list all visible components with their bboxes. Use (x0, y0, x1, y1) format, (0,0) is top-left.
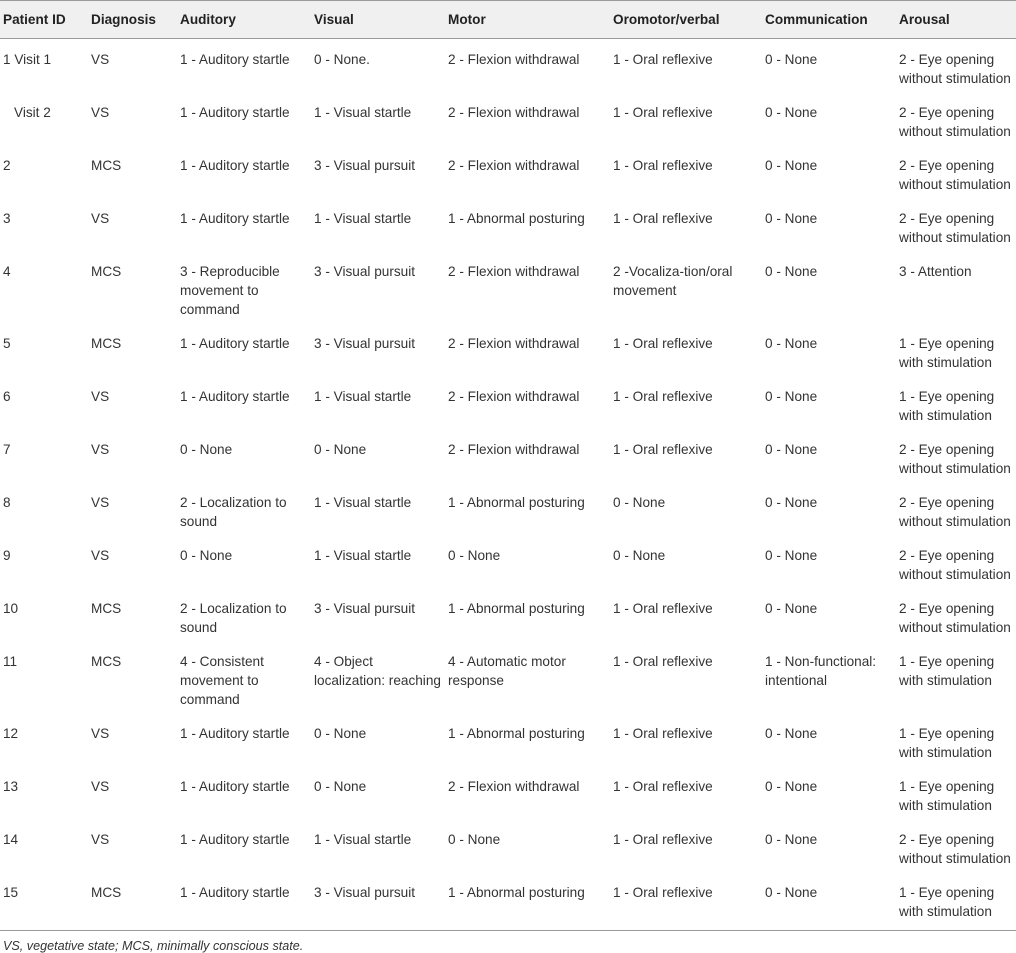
cell-diagnosis: MCS (91, 601, 122, 616)
cell-communication: 0 - None (765, 495, 818, 510)
cell-auditory: 0 - None (180, 442, 233, 457)
table-row (0, 872, 1016, 931)
cell-patient-id: 12 (3, 726, 19, 741)
cell-patient-id: 15 (0, 872, 88, 931)
cell-patient-id: 11 (3, 654, 18, 669)
cell-visual: 0 - None. (314, 52, 370, 67)
cell-auditory: 1 - Auditory startle (180, 52, 290, 67)
cell-motor: 4 - Automatic motor response (448, 654, 566, 688)
table-footnote: VS, vegetative state; MCS, minimally conscious state. (3, 939, 304, 953)
cell-patient-id: 5 (3, 336, 11, 351)
cell-auditory: 1 - Auditory startle (180, 336, 290, 351)
cell-diagnosis: VS (91, 52, 110, 67)
cell-oromotor-verbal: 1 - Oral reflexive (613, 779, 713, 794)
cell-arousal: 1 - Eye opening with stimulation (896, 872, 1016, 931)
cell-visual: 1 - Visual startle (314, 548, 412, 563)
table-row (0, 766, 1016, 819)
cell-visual: 1 - Visual startle (314, 389, 412, 404)
cell-arousal: 2 - Eye opening without stimulation (899, 211, 1011, 245)
cell-motor: 0 - None (448, 832, 501, 847)
cell-auditory: 2 - Localization to sound (180, 495, 287, 529)
cell-communication: 0 - None (765, 726, 818, 741)
table-row (0, 641, 1016, 713)
table-row (0, 198, 1016, 251)
cell-communication: 0 - None (765, 158, 818, 173)
cell-patient-id: 13 (3, 779, 19, 794)
cell-motor: 2 - Flexion withdrawal (448, 779, 580, 794)
cell-oromotor-verbal: 1 - Oral reflexive (613, 336, 713, 351)
table-row (0, 145, 1016, 198)
cell-arousal: 1 - Eye opening with stimulation (899, 726, 995, 760)
cell-oromotor-verbal: 1 - Oral reflexive (613, 389, 713, 404)
cell-oromotor-verbal: 1 - Oral reflexive (613, 601, 713, 616)
cell-visual: 4 - Object localization: reaching (314, 654, 441, 688)
table-header-row (0, 1, 1016, 39)
cell-auditory: 2 - Localization to sound (180, 601, 287, 635)
cell-arousal: 2 - Eye opening without stimulation (899, 52, 1011, 86)
cell-diagnosis: MCS (88, 872, 177, 931)
cell-communication: 0 - None (762, 872, 896, 931)
cell-diagnosis: MCS (91, 336, 122, 351)
cell-auditory: 1 - Auditory startle (180, 389, 290, 404)
cell-patient-id: 4 (3, 264, 11, 279)
cell-communication: 0 - None (765, 389, 818, 404)
cell-patient-id: 3 (3, 211, 11, 226)
table-body (0, 39, 1016, 931)
cell-diagnosis: VS (91, 832, 110, 847)
cell-communication: 0 - None (765, 336, 818, 351)
cell-diagnosis: MCS (91, 264, 122, 279)
cell-patient-id: 10 (3, 601, 19, 616)
table-row (0, 819, 1016, 872)
cell-arousal: 2 - Eye opening without stimulation (899, 601, 1011, 635)
cell-arousal: 1 - Eye opening with stimulation (899, 389, 995, 423)
cell-diagnosis: VS (91, 211, 110, 226)
cell-patient-id: 6 (3, 389, 11, 404)
header-oromotor-verbal: Oromotor/verbal (613, 12, 720, 27)
cell-auditory: 1 - Auditory startle (180, 211, 290, 226)
cell-visual: 3 - Visual pursuit (311, 872, 445, 931)
cell-diagnosis: VS (91, 389, 110, 404)
table-row (0, 588, 1016, 641)
cell-visual: 1 - Visual startle (314, 211, 412, 226)
cell-oromotor-verbal: 1 - Oral reflexive (613, 832, 713, 847)
cell-oromotor-verbal: 1 - Oral reflexive (613, 654, 713, 669)
cell-auditory: 1 - Auditory startle (177, 872, 311, 931)
cell-patient-id: 1 Visit 1 (3, 52, 52, 67)
cell-visual: 0 - None (314, 779, 367, 794)
cell-communication: 0 - None (765, 548, 818, 563)
cell-auditory: 4 - Consistent movement to command (180, 654, 264, 707)
cell-arousal: 2 - Eye opening without stimulation (899, 158, 1011, 192)
table-row (0, 429, 1016, 482)
header-communication: Communication (765, 12, 868, 27)
cell-diagnosis: VS (91, 495, 110, 510)
table-row (0, 92, 1016, 145)
cell-motor: 1 - Abnormal posturing (448, 726, 585, 741)
header-patient-id: Patient ID (3, 12, 66, 27)
cell-visual: 3 - Visual pursuit (314, 158, 415, 173)
header-visual: Visual (314, 12, 354, 27)
cell-oromotor-verbal: 0 - None (613, 495, 666, 510)
cell-patient-id: 8 (3, 495, 11, 510)
cell-visual: 3 - Visual pursuit (314, 336, 415, 351)
table-row (0, 323, 1016, 376)
cell-diagnosis: VS (91, 726, 110, 741)
cell-arousal: 1 - Eye opening with stimulation (899, 336, 995, 370)
header-arousal: Arousal (899, 12, 950, 27)
cell-motor: 2 - Flexion withdrawal (448, 105, 580, 120)
cell-oromotor-verbal: 1 - Oral reflexive (613, 211, 713, 226)
cell-oromotor-verbal: 1 - Oral reflexive (613, 726, 713, 741)
cell-motor: 2 - Flexion withdrawal (448, 52, 580, 67)
cell-auditory: 1 - Auditory startle (180, 779, 290, 794)
cell-visual: 1 - Visual startle (314, 105, 412, 120)
cell-auditory: 1 - Auditory startle (180, 726, 290, 741)
cell-communication: 0 - None (765, 601, 818, 616)
cell-patient-id: 9 (3, 548, 11, 563)
cell-oromotor-verbal: 1 - Oral reflexive (613, 442, 713, 457)
table-row (0, 713, 1016, 766)
cell-patient-id: 7 (3, 442, 11, 457)
cell-patient-id: 14 (3, 832, 19, 847)
cell-auditory: 1 - Auditory startle (180, 158, 290, 173)
cell-arousal: 1 - Eye opening with stimulation (899, 654, 995, 688)
cell-communication: 0 - None (765, 52, 818, 67)
cell-motor: 2 - Flexion withdrawal (448, 389, 580, 404)
cell-motor: 2 - Flexion withdrawal (448, 336, 580, 351)
table-row (0, 535, 1016, 588)
cell-motor: 2 - Flexion withdrawal (448, 442, 580, 457)
header-auditory: Auditory (180, 12, 236, 27)
cell-visual: 0 - None (314, 726, 367, 741)
cell-arousal: 2 - Eye opening without stimulation (899, 105, 1011, 139)
cell-auditory: 1 - Auditory startle (180, 832, 290, 847)
cell-diagnosis: MCS (91, 158, 122, 173)
cell-diagnosis: VS (91, 105, 110, 120)
cell-communication: 0 - None (765, 832, 818, 847)
cell-communication: 1 - Non-functional: intentional (765, 654, 877, 688)
cell-communication: 0 - None (765, 442, 818, 457)
cell-motor: 0 - None (448, 548, 501, 563)
cell-oromotor-verbal: 2 -Vocaliza-tion/oral movement (613, 264, 733, 298)
cell-arousal: 3 - Attention (899, 264, 972, 279)
cell-arousal: 2 - Eye opening without stimulation (899, 832, 1011, 866)
cell-communication: 0 - None (765, 264, 818, 279)
cell-motor: 2 - Flexion withdrawal (448, 158, 580, 173)
table-row (0, 482, 1016, 535)
cell-oromotor-verbal: 1 - Oral reflexive (610, 872, 762, 931)
cell-motor: 2 - Flexion withdrawal (448, 264, 580, 279)
cell-motor: 1 - Abnormal posturing (448, 211, 585, 226)
cell-motor: 1 - Abnormal posturing (448, 601, 585, 616)
header-motor: Motor (448, 12, 486, 27)
table-row (0, 376, 1016, 429)
cell-auditory: 0 - None (180, 548, 233, 563)
cell-visual: 1 - Visual startle (314, 832, 412, 847)
table-row (0, 251, 1016, 323)
cell-auditory: 3 - Reproducible movement to command (180, 264, 280, 317)
cell-communication: 0 - None (765, 779, 818, 794)
cell-visual: 3 - Visual pursuit (314, 264, 415, 279)
cell-diagnosis: MCS (91, 654, 122, 669)
cell-oromotor-verbal: 1 - Oral reflexive (613, 52, 713, 67)
cell-diagnosis: VS (91, 779, 110, 794)
cell-auditory: 1 - Auditory startle (180, 105, 290, 120)
cell-motor: 1 - Abnormal posturing (448, 495, 585, 510)
cell-patient-id: 2 (3, 158, 11, 173)
cell-visual: 3 - Visual pursuit (314, 601, 415, 616)
cell-communication: 0 - None (765, 211, 818, 226)
header-diagnosis: Diagnosis (91, 12, 156, 27)
cell-patient-id: Visit 2 (14, 105, 51, 120)
cell-arousal: 2 - Eye opening without stimulation (899, 495, 1011, 529)
cell-visual: 1 - Visual startle (314, 495, 412, 510)
cell-diagnosis: VS (91, 442, 110, 457)
cell-oromotor-verbal: 1 - Oral reflexive (613, 105, 713, 120)
cell-arousal: 2 - Eye opening without stimulation (899, 442, 1011, 476)
table-row (0, 39, 1016, 93)
cell-arousal: 1 - Eye opening with stimulation (899, 779, 995, 813)
cell-oromotor-verbal: 1 - Oral reflexive (613, 158, 713, 173)
cell-oromotor-verbal: 0 - None (613, 548, 666, 563)
cell-communication: 0 - None (765, 105, 818, 120)
cell-visual: 0 - None (314, 442, 367, 457)
cell-diagnosis: VS (91, 548, 110, 563)
cell-arousal: 2 - Eye opening without stimulation (899, 548, 1011, 582)
cell-motor: 1 - Abnormal posturing (445, 872, 610, 931)
